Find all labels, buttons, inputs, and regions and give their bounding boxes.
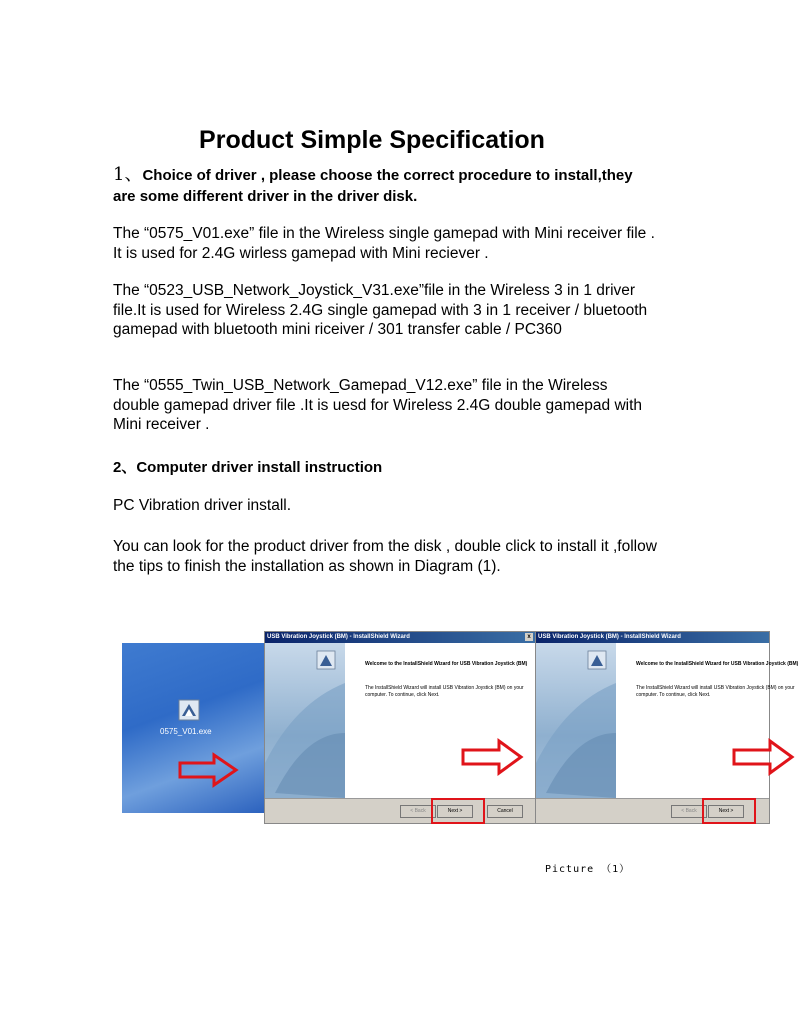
next-button[interactable]: Next > bbox=[708, 805, 744, 818]
section-1-number: 1、 bbox=[113, 164, 143, 185]
wizard-side-panel bbox=[265, 643, 345, 798]
wizard-heading: Welcome to the InstallShield Wizard for USB Vibration Joystick (BM) bbox=[636, 661, 799, 667]
arrow-right-icon bbox=[178, 753, 238, 787]
wizard-graphic bbox=[536, 643, 616, 798]
paragraph-0555: The “0555_Twin_USB_Network_Gamepad_V12.exe” file in the Wireless double gamepad driver file .It is uesd for Wireless 2.4G double gamepad with Mini receiver . bbox=[113, 377, 643, 433]
window-title: USB Vibration Joystick (BM) - InstallShield Wizard bbox=[538, 634, 681, 640]
paragraph-0523: The “0523_USB_Network_Joystick_V31.exe”file in the Wireless 3 in 1 driver file.It is used for Wireless 2.4G single gamepad with 3 in 1 receiver / bluetooth gamepad with bluetooth mini riceiver / 301 transfer cable / PC360 bbox=[113, 282, 648, 338]
window-titlebar bbox=[265, 632, 535, 643]
wizard-content bbox=[345, 643, 535, 798]
wizard-graphic bbox=[265, 643, 345, 798]
window-title: USB Vibration Joystick (BM) - InstallShield Wizard bbox=[267, 634, 410, 640]
back-button[interactable]: < Back bbox=[671, 805, 707, 818]
installer-icon bbox=[178, 699, 200, 721]
wizard-body: The InstallShield Wizard will install USB Vibration Joystick (BM) on your computer. To continue, click Next. bbox=[636, 685, 795, 698]
section-1-text: Choice of driver , please choose the correct procedure to install,they are some different driver in the driver disk. bbox=[113, 167, 633, 205]
wizard-heading: Welcome to the InstallShield Wizard for USB Vibration Joystick (BM) bbox=[365, 661, 528, 667]
next-highlight-box bbox=[702, 798, 756, 824]
figure-caption: Picture （1） bbox=[545, 864, 631, 875]
wizard-window-1 bbox=[264, 631, 536, 824]
paragraph-instructions: You can look for the product driver from the disk , double click to install it ,follow the tips to finish the installation as shown in Diagram (1). bbox=[113, 538, 657, 575]
section-1-heading bbox=[113, 164, 653, 207]
wizard-button-bar bbox=[265, 798, 535, 823]
installer-icon-label: 0575_V01.exe bbox=[160, 727, 212, 736]
close-icon[interactable]: x bbox=[525, 633, 533, 641]
section-2-heading: 2、Computer driver install instruction bbox=[113, 459, 383, 476]
arrow-right-icon bbox=[732, 739, 794, 775]
paragraph-vibration: PC Vibration driver install. bbox=[113, 497, 292, 514]
desktop-screenshot bbox=[122, 643, 264, 813]
wizard-side-panel bbox=[536, 643, 616, 798]
paragraph-0575: The “0575_V01.exe” file in the Wireless single gamepad with Mini receiver file . It is used for 2.4G wirless gamepad with Mini reciever . bbox=[113, 225, 655, 262]
window-titlebar bbox=[536, 632, 769, 643]
next-button[interactable]: Next > bbox=[437, 805, 473, 818]
wizard-content bbox=[616, 643, 799, 798]
next-highlight-box bbox=[431, 798, 485, 824]
page-title: Product Simple Specification bbox=[199, 126, 545, 154]
wizard-window-2 bbox=[535, 631, 799, 824]
back-button[interactable]: < Back bbox=[400, 805, 436, 818]
wizard-body: The InstallShield Wizard will install USB Vibration Joystick (BM) on your computer. To continue, click Next. bbox=[365, 685, 524, 698]
arrow-right-icon bbox=[461, 739, 523, 775]
cancel-button[interactable]: Cancel bbox=[487, 805, 523, 818]
